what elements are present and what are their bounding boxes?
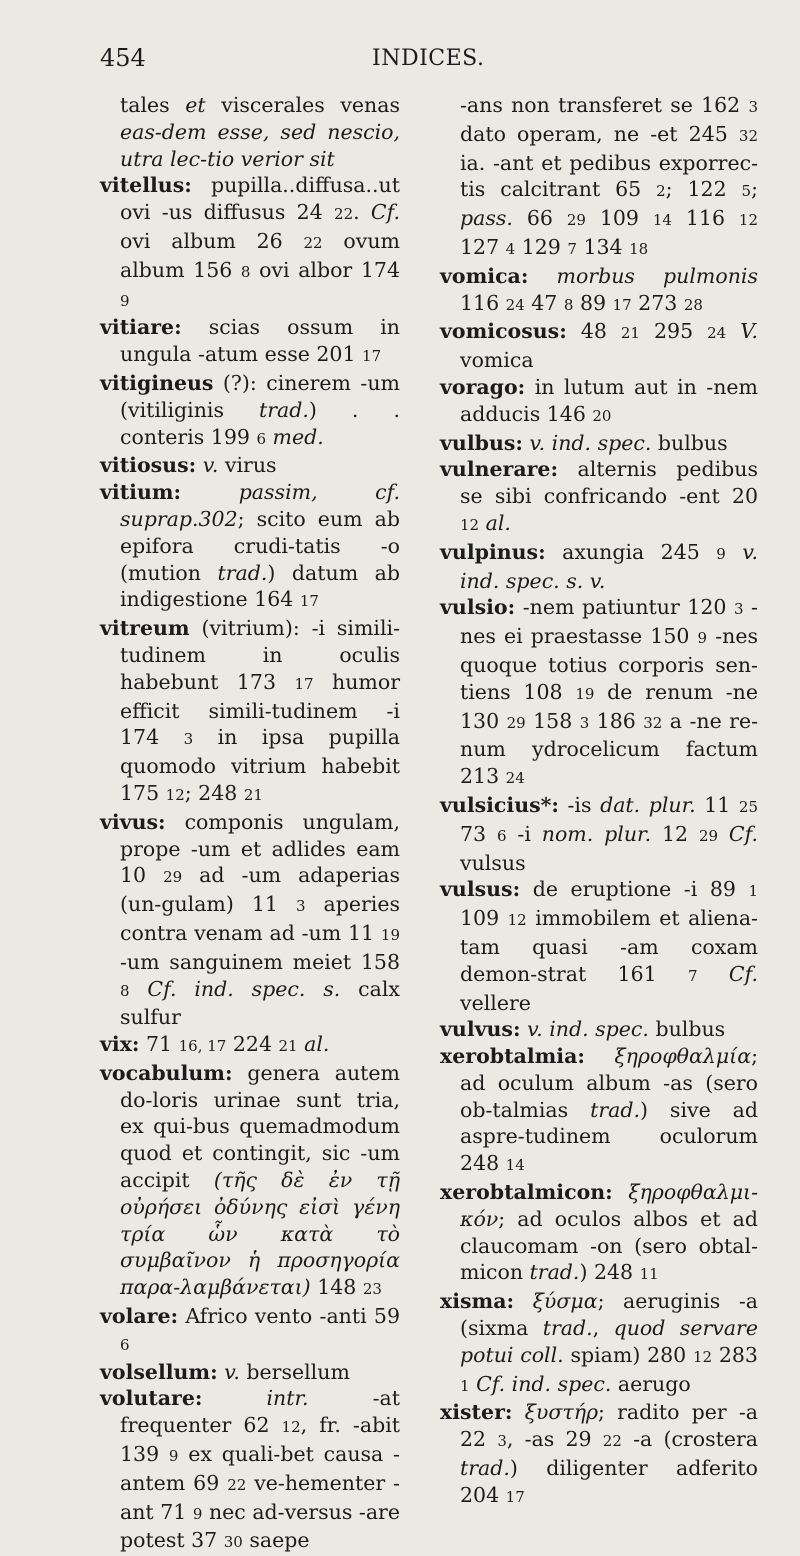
- entry-body: ξηροφθαλμι-κόν; ad oculos albos et ad claucomam -on (sero obtal-micon trad.) 248 11: [460, 1180, 758, 1285]
- entry-body: (vitrium): -i simili-tudinem in oculis habebunt 173 17 humor efficit simili-tudinem -i 174 3 in ipsa pupilla quomodo vitrium habebit 175 12; 248 21: [120, 616, 400, 805]
- headword: vocabulum:: [100, 1060, 233, 1085]
- index-entry: [440, 1043, 758, 1179]
- headword: volutare:: [100, 1386, 203, 1411]
- headword: xerobtalmicon:: [440, 1180, 613, 1205]
- entry-body: 71 16, 17 224 21 al.: [139, 1032, 330, 1057]
- headword: vitiare:: [100, 315, 182, 340]
- headword: volsellum:: [100, 1359, 218, 1384]
- index-entry: [440, 456, 758, 538]
- headword: vivus:: [100, 809, 166, 834]
- entry-body: passim, cf. suprap.302; scito eum ab epifora crudi-tatis -o (mution trad.) datum ab indigestione 164 17: [120, 480, 400, 612]
- index-entry: [100, 615, 400, 809]
- index-entry: [440, 594, 758, 792]
- index-entry: [440, 430, 758, 457]
- entry-body: ξύσμα; aeruginis -a (sixma trad., quod servare potui coll. spiam) 280 12 283 1 Cf. ind. spec. aerugo: [460, 1289, 758, 1396]
- headword: vulvus:: [440, 1017, 521, 1042]
- headword: vitiosus:: [100, 453, 197, 478]
- entry-body: Africo vento -anti 59 6: [120, 1304, 400, 1354]
- entry-body: -nem patiuntur 120 3 -nes ei praestasse 150 9 -nes quoque totius corporis sen-tiens 108 19 de renum -ne 130 29 158 3 186 32 a -ne re-num ydrocelicum factum 213 24: [460, 595, 758, 789]
- index-entry: [440, 792, 758, 876]
- entry-body: 48 21 295 24 V. vomica: [460, 319, 758, 373]
- entry-body: (?): cinerem -um (vitiliginis trad.) . . conteris 199 6 med.: [120, 370, 400, 449]
- index-entry: [100, 809, 400, 1031]
- headword: vitium:: [100, 480, 182, 505]
- headword: vix:: [100, 1032, 140, 1057]
- page-number: 454: [100, 44, 146, 72]
- headword: xister:: [440, 1400, 513, 1425]
- entry-body: de eruptione -i 89 1 109 12 immobilem et aliena-tam quasi -am coxam demon-strat 161 7 Cf. vellere: [460, 877, 758, 1015]
- entry-body: axungia 245 9 v. ind. spec. s. v.: [460, 539, 758, 593]
- index-entry: [440, 1399, 758, 1510]
- index-entry: [100, 452, 400, 479]
- index-entry: [100, 172, 400, 314]
- index-entry: [100, 1060, 400, 1303]
- entry-body: v. virus: [202, 453, 277, 478]
- entry-body: ξυστήρ; radito per -a 22 3, -as 29 22 -a (crostera trad.) diligenter adferito 204 17: [460, 1400, 758, 1507]
- running-head: INDICES.: [372, 46, 485, 71]
- index-entry: [440, 318, 758, 374]
- index-entry: [100, 370, 400, 452]
- headword: vulnerare:: [440, 457, 559, 482]
- index-entry: [440, 374, 758, 430]
- entry-body: componis ungulam, prope -um et adlides eam 10 29 ad -um adaperias (un-gulam) 11 3 aperies contra venam ad -um 11 19 -um sanguinem meiet 158 8 Cf. ind. spec. s. calx sulfur: [120, 809, 400, 1030]
- headword: vorago:: [440, 374, 526, 399]
- index-entry: [440, 876, 758, 1016]
- entry-body: pupilla..diffusa..ut ovi -us diffusus 24 22. Cf. ovi album 26 22 ovum album 156 8 ovi albor 174 9: [120, 173, 400, 310]
- index-entry: [100, 1031, 400, 1060]
- entry-body: intr. -at frequenter 62 12, fr. -abit 139 9 ex quali-bet causa -antem 69 22 ve-hementer -ant 71 9 nec ad-versus -are potest 37 30 saepe: [120, 1386, 400, 1553]
- entry-continuation: -ans non transferet se 162 3 dato operam, ne -et 245 32 ia. -ant et pedibus exporrec-tis calcitrant 65 2; 122 5; pass. 66 29 109 14 116 12 127 4 129 7 134 18: [460, 93, 758, 259]
- index-entry: [100, 1359, 400, 1386]
- index-entry: [100, 314, 400, 370]
- headword: vulsicius*:: [440, 792, 559, 817]
- headword: vomicosus:: [440, 319, 567, 344]
- entry-body: genera autem do-loris urinae sunt tria, ex qui-bus quemadmodum quod et contingit, sic -um accipit (τῆς δὲ ἐν τῇ οὐρήσει ὀδύνης εἰσὶ γένη τρία ὧν κατὰ τὸ συμβαῖνον ἡ προσηγορία παρα-λαμβάνεται) 148 23: [120, 1060, 400, 1300]
- headword: vitreum: [100, 616, 190, 641]
- entry-body: v. bersellum: [224, 1359, 350, 1384]
- headword: vomica:: [440, 263, 529, 288]
- entry-body: scias ossum in ungula -atum esse 201 17: [120, 315, 400, 367]
- entry-body: in lutum aut in -nem adducis 146 20: [460, 374, 758, 426]
- headword: volare:: [100, 1304, 179, 1329]
- right-column: [440, 92, 758, 1511]
- headword: vulbus:: [440, 430, 523, 455]
- entry-body: v. ind. spec. bulbus: [529, 430, 728, 455]
- index-entry: [440, 539, 758, 595]
- entry-body: morbus pulmonis 116 24 47 8 89 17 273 28: [460, 263, 758, 315]
- entry-body: -is dat. plur. 11 25 73 6 -i nom. plur. 12 29 Cf. vulsus: [460, 792, 758, 875]
- entry-body: ξηροφθαλμία; ad oculum album -as (sero ob-talmias trad.) sive ad aspre-tudinem oculorum 248 14: [460, 1044, 758, 1176]
- left-column: [100, 92, 400, 1556]
- index-entry: [440, 1288, 758, 1399]
- headword: vulpinus:: [440, 539, 546, 564]
- entry-body: v. ind. spec. bulbus: [527, 1017, 726, 1042]
- headword: vitigineus: [100, 370, 214, 395]
- entry-body: alternis pedibus se sibi confricando -ent 20 12 al.: [460, 457, 758, 535]
- index-entry: [440, 263, 758, 319]
- index-entry: [100, 1385, 400, 1556]
- entry-continuation: tales et viscerales venas eas-dem esse, sed nescio, utra lec-tio verior sit: [120, 93, 400, 171]
- headword: vitellus:: [100, 173, 192, 198]
- headword: xerobtalmia:: [440, 1044, 585, 1069]
- index-entry: [440, 1179, 758, 1288]
- headword: vulsus:: [440, 877, 521, 902]
- headword: xisma:: [440, 1289, 515, 1314]
- headword: vulsio:: [440, 595, 516, 620]
- index-entry: [100, 479, 400, 615]
- index-entry: [440, 1016, 758, 1043]
- index-entry: [100, 1303, 400, 1359]
